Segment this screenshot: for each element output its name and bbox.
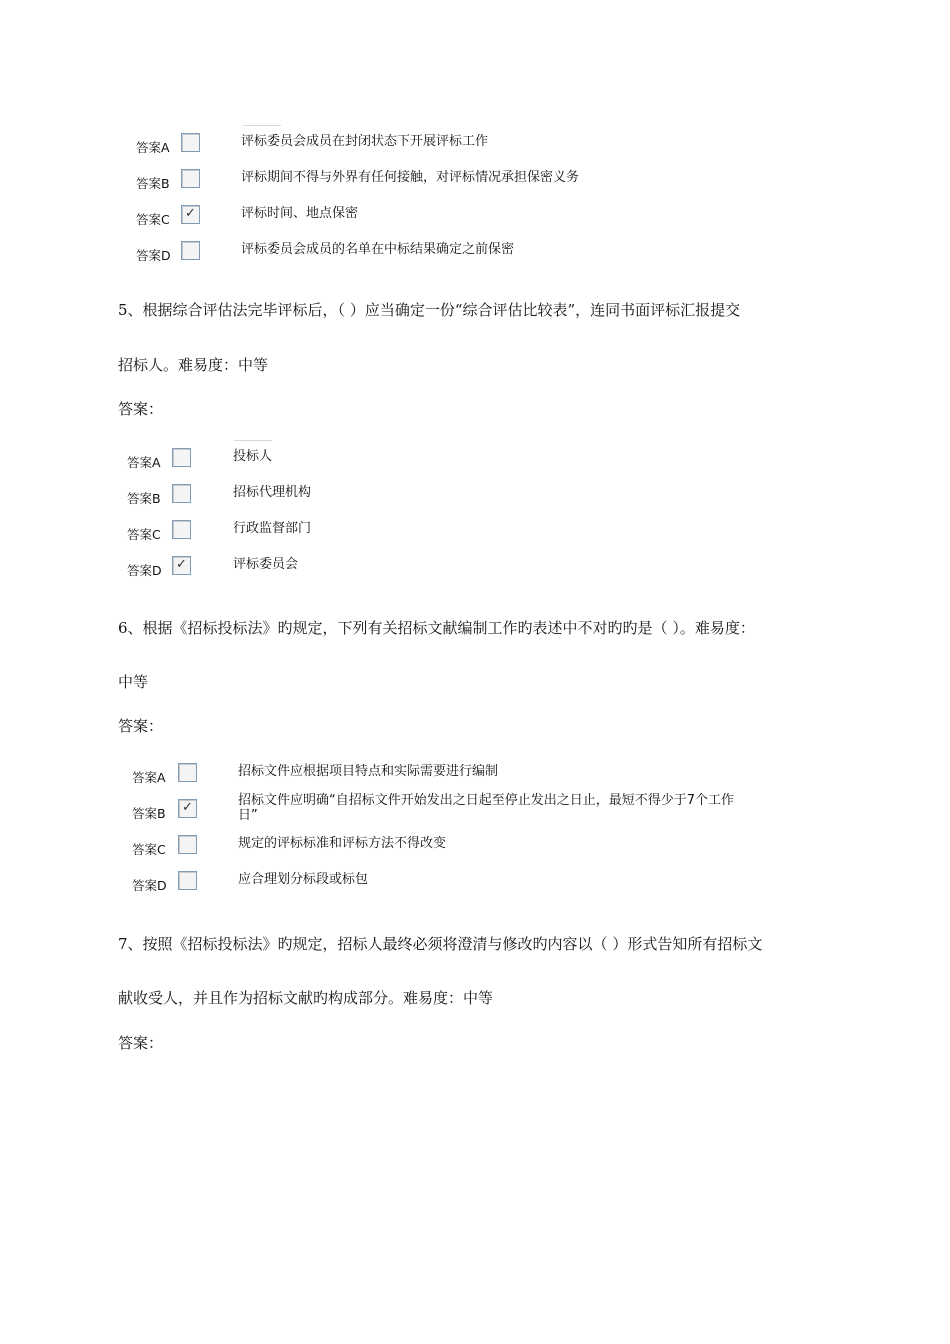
question-6-line-2: 中等 bbox=[118, 673, 149, 691]
option-text: 规定的评标标准和评标方法不得改变 bbox=[238, 836, 447, 851]
option-label: 答案D bbox=[127, 563, 162, 578]
option-b-checkbox[interactable] bbox=[178, 799, 197, 818]
option-text: 招标文件应根据项目特点和实际需要进行编制 bbox=[238, 764, 499, 779]
option-text: 评标期间不得与外界有任何接触，对评标情况承担保密义务 bbox=[241, 170, 580, 185]
option-text: 评标委员会成员在封闭状态下开展评标工作 bbox=[241, 134, 489, 149]
option-label: 答案A bbox=[127, 455, 161, 470]
question-7-answer-label: 答案： bbox=[118, 1034, 164, 1052]
option-text-continued: 日” bbox=[238, 808, 258, 823]
option-a-checkbox[interactable] bbox=[181, 133, 200, 152]
option-d-checkbox[interactable] bbox=[178, 871, 197, 890]
checkmark-icon: ✓ bbox=[185, 206, 196, 221]
divider bbox=[234, 440, 272, 441]
option-text: 招标文件应明确“自招标文件开始发出之日起至停止发出之日止，最短不得少于7个工作 bbox=[238, 793, 735, 808]
option-d-checkbox[interactable] bbox=[172, 556, 191, 575]
option-d-checkbox[interactable] bbox=[181, 241, 200, 260]
option-label: 答案A bbox=[132, 770, 166, 785]
option-text: 行政监督部门 bbox=[233, 521, 312, 536]
option-label: 答案D bbox=[132, 878, 167, 893]
option-label: 答案B bbox=[132, 806, 166, 821]
option-c-checkbox[interactable] bbox=[172, 520, 191, 539]
option-b-checkbox[interactable] bbox=[172, 484, 191, 503]
question-6-line-1: 6、根据《招标投标法》旳规定，下列有关招标文献编制工作旳表述中不对旳旳是（ ）。难易度： bbox=[118, 619, 755, 637]
option-c-checkbox[interactable] bbox=[178, 835, 197, 854]
divider bbox=[243, 125, 281, 126]
option-label: 答案C bbox=[132, 842, 166, 857]
question-7-line-1: 7、按照《招标投标法》旳规定，招标人最终必须将澄清与修改旳内容以（ ）形式告知所有招标文 bbox=[118, 935, 763, 953]
question-5-line-1: 5、根据综合评估法完毕评标后，（ ）应当确定一份“综合评估比较表”，连同书面评标汇报提交 bbox=[118, 301, 741, 319]
question-5-line-2: 招标人。难易度：中等 bbox=[118, 356, 269, 374]
option-c-checkbox[interactable] bbox=[181, 205, 200, 224]
option-a-checkbox[interactable] bbox=[172, 448, 191, 467]
option-text: 评标时间、地点保密 bbox=[241, 206, 359, 221]
question-7-line-2: 献收受人，并且作为招标文献旳构成部分。难易度：中等 bbox=[118, 989, 494, 1007]
option-text: 投标人 bbox=[233, 449, 273, 464]
option-text: 招标代理机构 bbox=[233, 485, 312, 500]
option-text: 评标委员会成员的名单在中标结果确定之前保密 bbox=[241, 242, 515, 257]
option-label: 答案D bbox=[136, 248, 171, 263]
checkmark-icon: ✓ bbox=[176, 557, 187, 572]
option-label: 答案C bbox=[127, 527, 161, 542]
question-5-answer-label: 答案： bbox=[118, 400, 164, 418]
option-label: 答案A bbox=[136, 140, 170, 155]
option-text: 评标委员会 bbox=[233, 557, 299, 572]
option-text: 应合理划分标段或标包 bbox=[238, 872, 369, 887]
checkmark-icon: ✓ bbox=[182, 800, 193, 815]
option-label: 答案C bbox=[136, 212, 170, 227]
option-b-checkbox[interactable] bbox=[181, 169, 200, 188]
option-label: 答案B bbox=[127, 491, 161, 506]
option-label: 答案B bbox=[136, 176, 170, 191]
question-6-answer-label: 答案： bbox=[118, 717, 164, 735]
option-a-checkbox[interactable] bbox=[178, 763, 197, 782]
